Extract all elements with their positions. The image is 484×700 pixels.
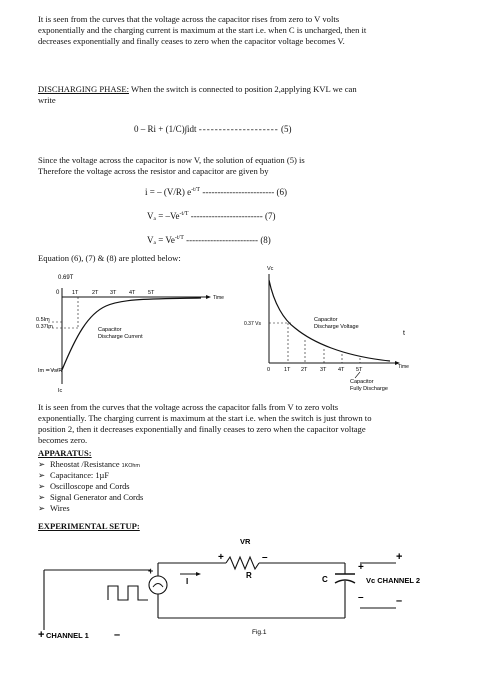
footer-line-2: Fully Discharge (350, 386, 388, 392)
footer-line-1: Capacitor (350, 379, 374, 385)
label-037vs: 0.37 Vs (244, 321, 261, 327)
equation-8: $V_a = Ve^{-t/T}$ ------------------------ (8) (147, 235, 271, 245)
caption-line-2: Discharge Voltage (314, 324, 359, 330)
solution-line-1: Since the voltage across the capacitor is now V, the solution of equation (5) is (38, 155, 305, 165)
discharging-heading: DISCHARGING PHASE: (38, 84, 129, 94)
label-4t: 4T (338, 367, 345, 373)
label-1t: 1T (72, 290, 79, 296)
label-time: Time (213, 295, 224, 301)
plus-vc: + (358, 562, 364, 573)
label-zero: 0 (56, 290, 60, 296)
label-vr: VR (240, 537, 251, 546)
caption-line-2: Discharge Current (98, 334, 143, 340)
discharging-text: When the switch is connected to position 2,applying KVL we can (130, 84, 357, 94)
equation-5: 0 – Ri + (1/C)∫idt -------------------- (5) (134, 124, 292, 134)
conclusion-line: exponentially. The charging current is maximum at the start i.e. when the switch is just thrown to (38, 413, 372, 423)
intro-paragraph (38, 14, 458, 47)
figure-caption: Fig.1 (252, 629, 267, 636)
equation-8-number: (8) (260, 235, 271, 245)
plotted-text: Equation (6), (7) & (8) are plotted below: (38, 253, 181, 263)
plus-source: + (148, 566, 154, 576)
circuit-diagram (30, 530, 470, 645)
minus-vr: – (262, 552, 268, 563)
intro-line: It is seen from the curves that the voltage across the capacitor rises from zero to V volts (38, 14, 340, 24)
discharge-current-chart (36, 266, 226, 396)
stray-mark: t (403, 330, 405, 337)
label-channel-1: CHANNEL 1 (46, 631, 89, 640)
x-axis-arrow (206, 295, 211, 299)
square-wave-icon (108, 586, 148, 600)
apparatus-item: ➢ Oscilloscope and Cords (38, 482, 130, 491)
label-time: Time (398, 364, 409, 370)
label-2t: 2T (301, 367, 308, 373)
conclusion-paragraph (38, 402, 462, 446)
label-1t: 1T (284, 367, 291, 373)
apparatus-item: ➢ Wires (38, 504, 70, 513)
label-3t: 3T (110, 290, 117, 296)
conclusion-line: It is seen from the curves that the voltage across the capacitor falls from V to zero volts (38, 402, 339, 412)
plus-channel-1: + (38, 629, 45, 641)
plus-channel-2: + (396, 551, 403, 563)
conclusion-line: becomes zero. (38, 435, 88, 445)
label-037im: 0.37Im (36, 324, 53, 330)
current-arrow-head (196, 572, 201, 576)
setup-heading: EXPERIMENTAL SETUP: (38, 521, 140, 531)
label-4t: 4T (129, 290, 136, 296)
label-channel-2: Vc CHANNEL 2 (366, 576, 421, 585)
apparatus-list (38, 459, 143, 514)
source-symbol (153, 584, 163, 588)
label-c: C (322, 575, 328, 584)
solution-text (38, 155, 458, 177)
minus-channel-1: – (114, 629, 121, 641)
label-im: Im = Vs/R (38, 368, 63, 374)
discharge-voltage-chart (232, 262, 412, 397)
caption-line-1: Capacitor (314, 317, 338, 323)
discharging-text-2: write (38, 95, 56, 105)
label-5t: 5T (356, 367, 363, 373)
label-2t: 2T (92, 290, 99, 296)
intro-line: exponentially and the charging current is maximum at the start i.e. when C is uncharged, then it (38, 25, 367, 35)
label-05im: 0.5Im (36, 317, 50, 323)
minus-vc: – (358, 592, 364, 603)
apparatus-item: ➢ Capacitance: 1µF (38, 471, 110, 480)
equation-5-number: (5) (281, 124, 292, 134)
resistance-value: 1KOhm (121, 463, 140, 469)
equation-7: $V_a = -Ve^{-t/T}$ ------------------------ (7) (147, 211, 276, 221)
apparatus-item: ➢ Rheostat /Resistance 1KOhm (38, 460, 140, 469)
label-zero: 0 (267, 367, 271, 373)
solution-line-2: Therefore the voltage across the resistor and capacitor are given by (38, 166, 269, 176)
label-3t: 3T (320, 367, 327, 373)
apparatus-heading: APPARATUS: (38, 448, 92, 458)
intro-line: decreases exponentially and finally ceases to zero when the capacitor voltage becomes V. (38, 36, 345, 46)
signal-generator (149, 576, 167, 594)
label-5t: 5T (148, 290, 155, 296)
plus-vr: + (218, 552, 224, 563)
label-ic: Ic (58, 388, 63, 394)
resistor-r (226, 557, 259, 569)
label-vc: Vc (267, 266, 274, 272)
equation-6: i = – (V/R) $e^{-t/T}$ ------------------------ (6) (145, 187, 288, 197)
equation-6-number: (6) (276, 187, 288, 197)
caption-line-1: Capacitor (98, 327, 122, 333)
equation-7-number: (7) (264, 211, 276, 221)
apparatus-item: ➢ Signal Generator and Cords (38, 493, 144, 502)
label-i: I (186, 577, 189, 586)
label-r: R (246, 571, 252, 580)
label-069t: 0.69T (58, 275, 74, 281)
minus-channel-2: – (396, 595, 403, 607)
conclusion-line: position 2, then it decreases exponentially and finally ceases to zero when the capacitor voltage (38, 424, 366, 434)
discharging-intro (38, 84, 458, 106)
